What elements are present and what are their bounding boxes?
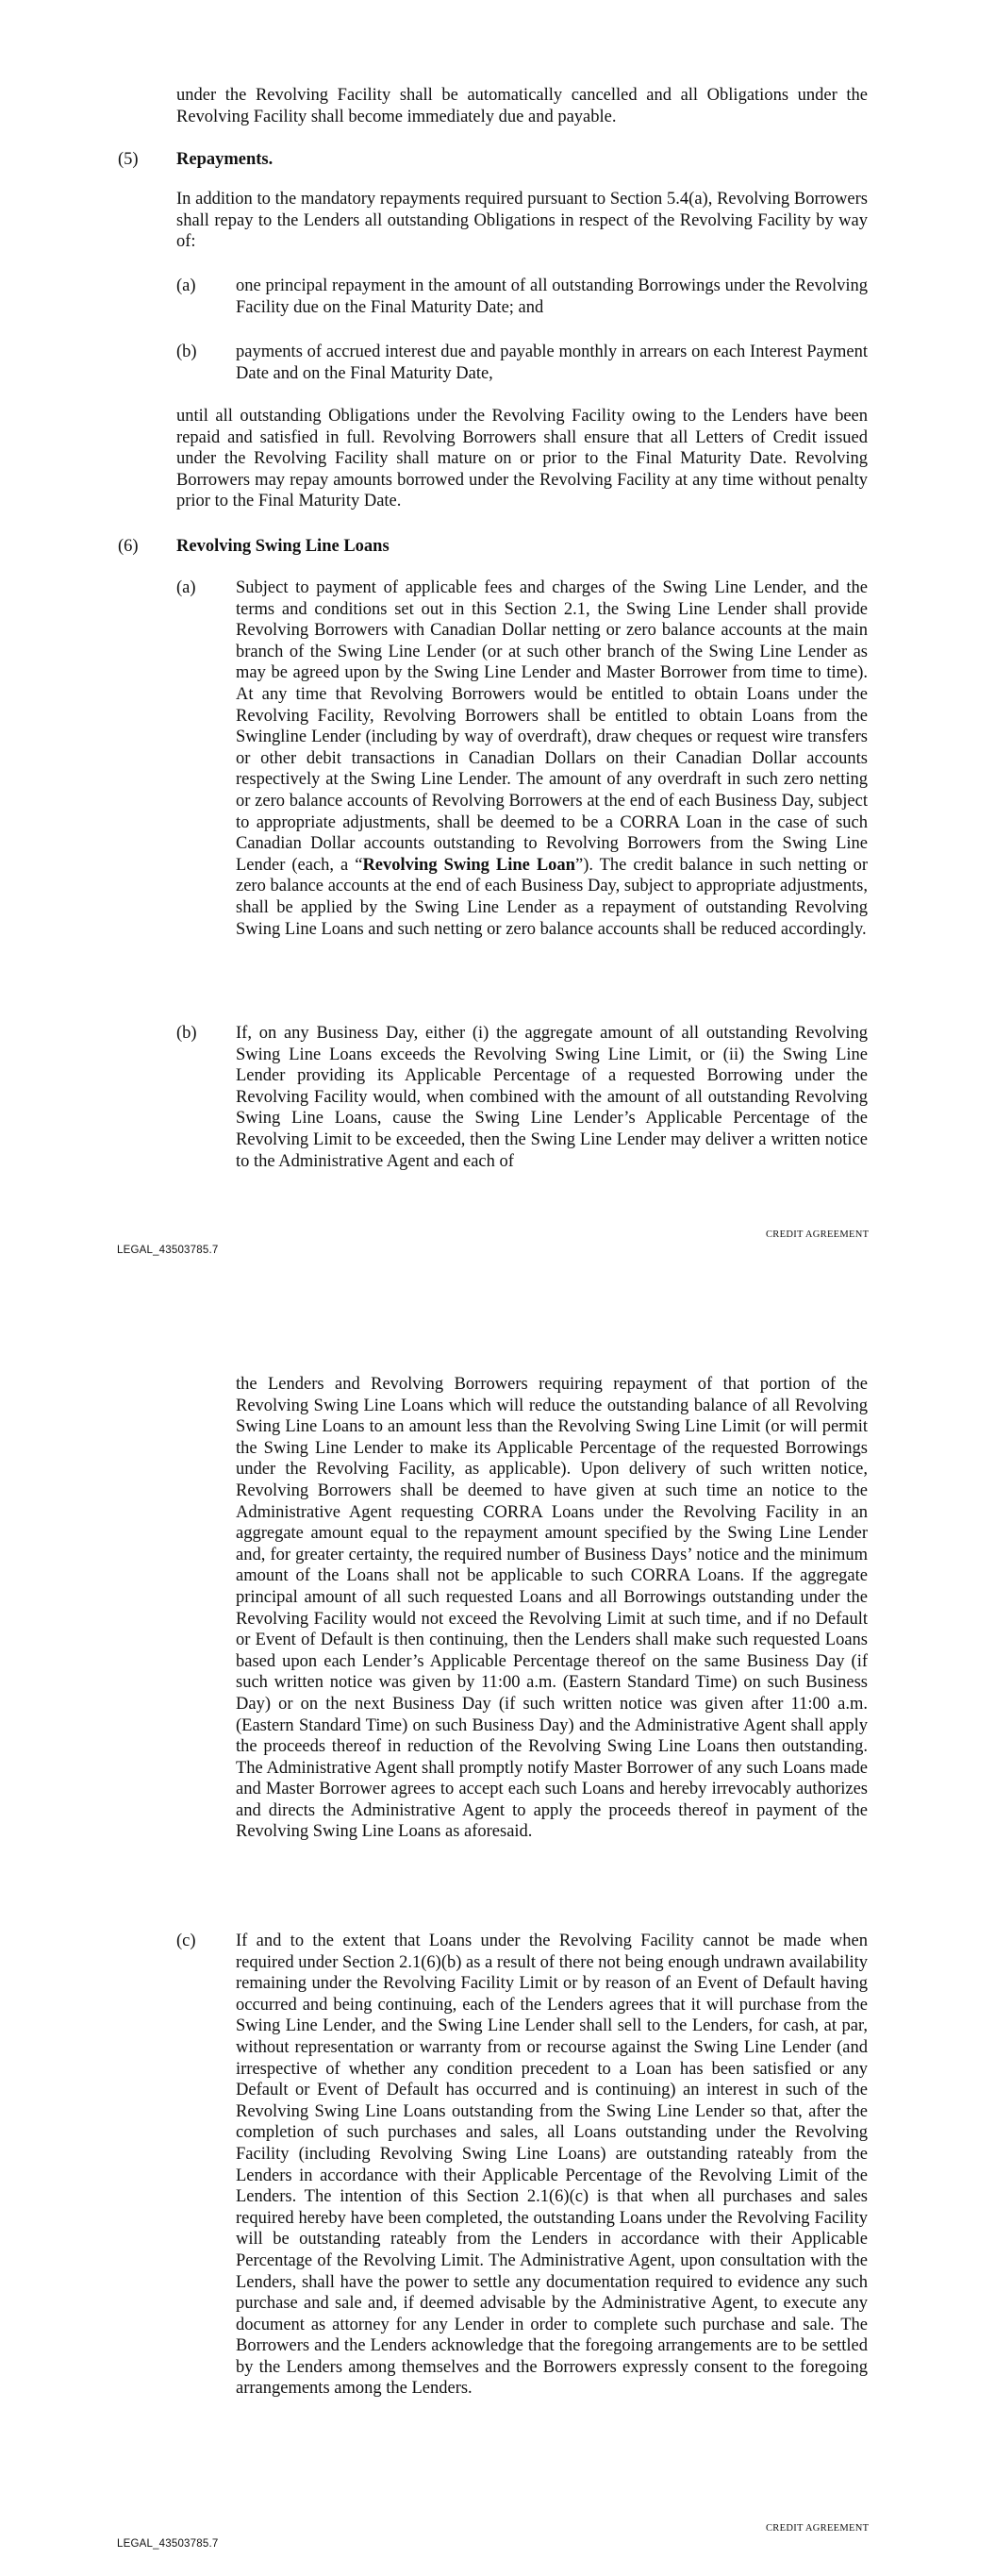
section-6-item-a-text <box>236 577 868 940</box>
section-5-item-a-text: one principal repayment in the amount of all outstanding Borrowings under the Revolving Facility due on the Final Maturity Date; and <box>236 276 868 317</box>
footer-title: CREDIT AGREEMENT <box>766 2523 870 2534</box>
section-5-item-b-text: payments of accrued interest due and payable monthly in arrears on each Interest Payment Date and on the Final Maturity Date, <box>236 343 868 383</box>
item-a-text-after: ”). The credit balance in such netting or zero balance accounts at the end of each Business Day, subject to appropriate adjustments, shall be applied by the Swing Line Lender as a repayment of outstanding Revolving Swing Line Loans and such netting or zero balance accounts shall be reduced accordingly. <box>236 855 868 939</box>
section-6-item-c-text: If and to the extent that Loans under the Revolving Facility cannot be made when required under Section 2.1(6)(b) as a result of there not being enough undrawn availability remaining under the Revolving Facility Limit or by reason of an Event of Default having occurred and being continuing, each of the Lenders agrees that it will purchase from the Swing Line Lender, and the Swing Line Lender shall sell to the Lenders, for cash, at par, without representation or warranty from or recourse against the Swing Line Lender (and irrespective of whether any condition precedent to a Loan has been satisfied or any Default or Event of Default has occurred and is continuing) an interest in such of the Revolving Swing Line Loans outstanding from the Swing Line Lender so that, after the completion of such purchases and sales, all Loans outstanding under the Revolving Facility (including Revolving Swing Line Loans) are outstanding rateably from the Lenders in accordance with their Applicable Percentage of the Revolving Limit of the Lenders. The intention of this Section 2.1(6)(c) is that when all purchases and sales required hereby have been completed, the outstanding Loans under the Revolving Facility will be outstanding rateably from the Lenders in accordance with their Applicable Percentage of the Revolving Limit. The Administrative Agent, upon consultation with the Lenders, shall have the power to settle any documentation required to evidence any such purchase and sale and, if deemed advisable by the Administrative Agent, to execute any document as attorney for any Lender in order to complete such purchase and sale. The Borrowers and the Lenders acknowledge that the foregoing arrangements are to be settled by the Lenders among themselves and the Borrowers expressly consent to the foregoing arrangements among the Lenders. <box>236 1932 868 2399</box>
intro-paragraph: under the Revolving Facility shall be automatically cancelled and all Obligations under the Revolving Facility shall become immediately due and payable. <box>176 86 868 126</box>
section-6-item-b-continuation: the Lenders and Revolving Borrowers requiring repayment of that portion of the Revolving Swing Line Loans which will reduce the outstanding balance of all Revolving Swing Line Loans to an amount less than the Revolving Swing Line Limit (or will permit the Swing Line Lender to make its Applicable Percentage of the requested Borrowings under the Revolving Facility, as applicable). Upon delivery of such written notice, Revolving Borrowers shall be deemed to have given at such time an notice to the Administrative Agent requesting CORRA Loans under the Revolving Facility in an aggregate amount equal to the repayment amount specified by the Swing Line Lender and, for greater certainty, the required number of Business Days’ notice and the minimum amount of the Loans shall not be applicable to such CORRA Loans. If the aggregate principal amount of all such requested Loans and all Borrowings outstanding under the Revolving Facility would not exceed the Revolving Limit at such time, and if no Default or Event of Default is then continuing, then the Lenders shall make such requested Loans based upon each Lender’s Applicable Percentage thereof on the same Business Day (if such written notice was given by 11:00 a.m. (Eastern Standard Time) on such Business Day) or on the next Business Day (if such written notice was given after 11:00 a.m. (Eastern Standard Time) on such Business Day) and the Administrative Agent shall apply the proceeds thereof in reduction of the Revolving Swing Line Loans then outstanding. The Administrative Agent shall promptly notify Master Borrower of any such Loans made and Master Borrower agrees to accept each such Loans and hereby irrevocably authorizes and directs the Administrative Agent to apply the proceeds thereof in payment of the Revolving Swing Line Loans as aforesaid. <box>236 1375 868 1842</box>
section-5-closing: until all outstanding Obligations under the Revolving Facility owing to the Lenders have been repaid and satisfied in full. Revolving Borrowers shall ensure that all Letters of Credit issued under the Revolving Facility shall mature on or prior to the Final Maturity Date. Revolving Borrowers may repay amounts borrowed under the Revolving Facility at any time without penalty prior to the Final Maturity Date. <box>176 407 868 511</box>
section-6-heading: Revolving Swing Line Loans <box>176 537 390 556</box>
section-6-item-c-label: (c) <box>176 1932 196 1950</box>
section-5-item-a-label: (a) <box>176 276 196 295</box>
page-2 <box>0 1293 995 2576</box>
section-6-item-a-label: (a) <box>176 578 196 597</box>
footer-doc-id: LEGAL_43503785.7 <box>117 2538 219 2550</box>
section-6-number: (6) <box>118 537 139 556</box>
footer-title: CREDIT AGREEMENT <box>766 1229 870 1240</box>
section-5-number: (5) <box>118 150 139 169</box>
defined-term-revolving-swing-line-loan: Revolving Swing Line Loan <box>362 855 575 875</box>
section-5-item-b-label: (b) <box>176 343 197 361</box>
section-5-heading: Repayments. <box>176 150 274 169</box>
section-6-item-b-text: If, on any Business Day, either (i) the aggregate amount of all outstanding Revolving Swing Line Loans exceeds the Revolving Swing Line Limit, or (ii) the Swing Line Lender providing its Applicable Percentage of a requested Borrowing under the Revolving Facility would, when combined with the amount of all outstanding Revolving Swing Line Loans, cause the Swing Line Lender’s Applicable Percentage of the Revolving Limit to be exceeded, then the Swing Line Lender may deliver a written notice to the Administrative Agent and each of <box>236 1024 868 1171</box>
section-6-item-b-label: (b) <box>176 1024 197 1043</box>
section-5-intro: In addition to the mandatory repayments required pursuant to Section 5.4(a), Revolving Borrowers shall repay to the Lenders all outstanding Obligations in respect of the Revolving Facility by way of: <box>176 190 868 252</box>
item-a-text-before: Subject to payment of applicable fees and charges of the Swing Line Lender, and the terms and conditions set out in this Section 2.1, the Swing Line Lender shall provide Revolving Borrowers with Canadian Dollar netting or zero balance accounts at the main branch of the Swing Line Lender (or at such other branch of the Swing Line Lender as may be agreed upon by the Swing Line Lender and Master Borrower from time to time). At any time that Revolving Borrowers would be entitled to obtain Loans under the Revolving Facility, Revolving Borrowers shall be entitled to obtain Loans from the Swingline Lender (including by way of overdraft), draw cheques or request wire transfers or other debit transactions in Canadian Dollars on their Canadian Dollar accounts respectively at the Swing Line Lender. The amount of any overdraft in such zero netting or zero balance accounts of Revolving Borrowers at the end of each Business Day, subject to appropriate adjustments, shall be deemed to be a CORRA Loan in the case of such Canadian Dollar accounts outstanding to Revolving Borrowers from the Swing Line Lender (each, a “ <box>236 578 868 875</box>
footer-doc-id: LEGAL_43503785.7 <box>117 1245 219 1256</box>
